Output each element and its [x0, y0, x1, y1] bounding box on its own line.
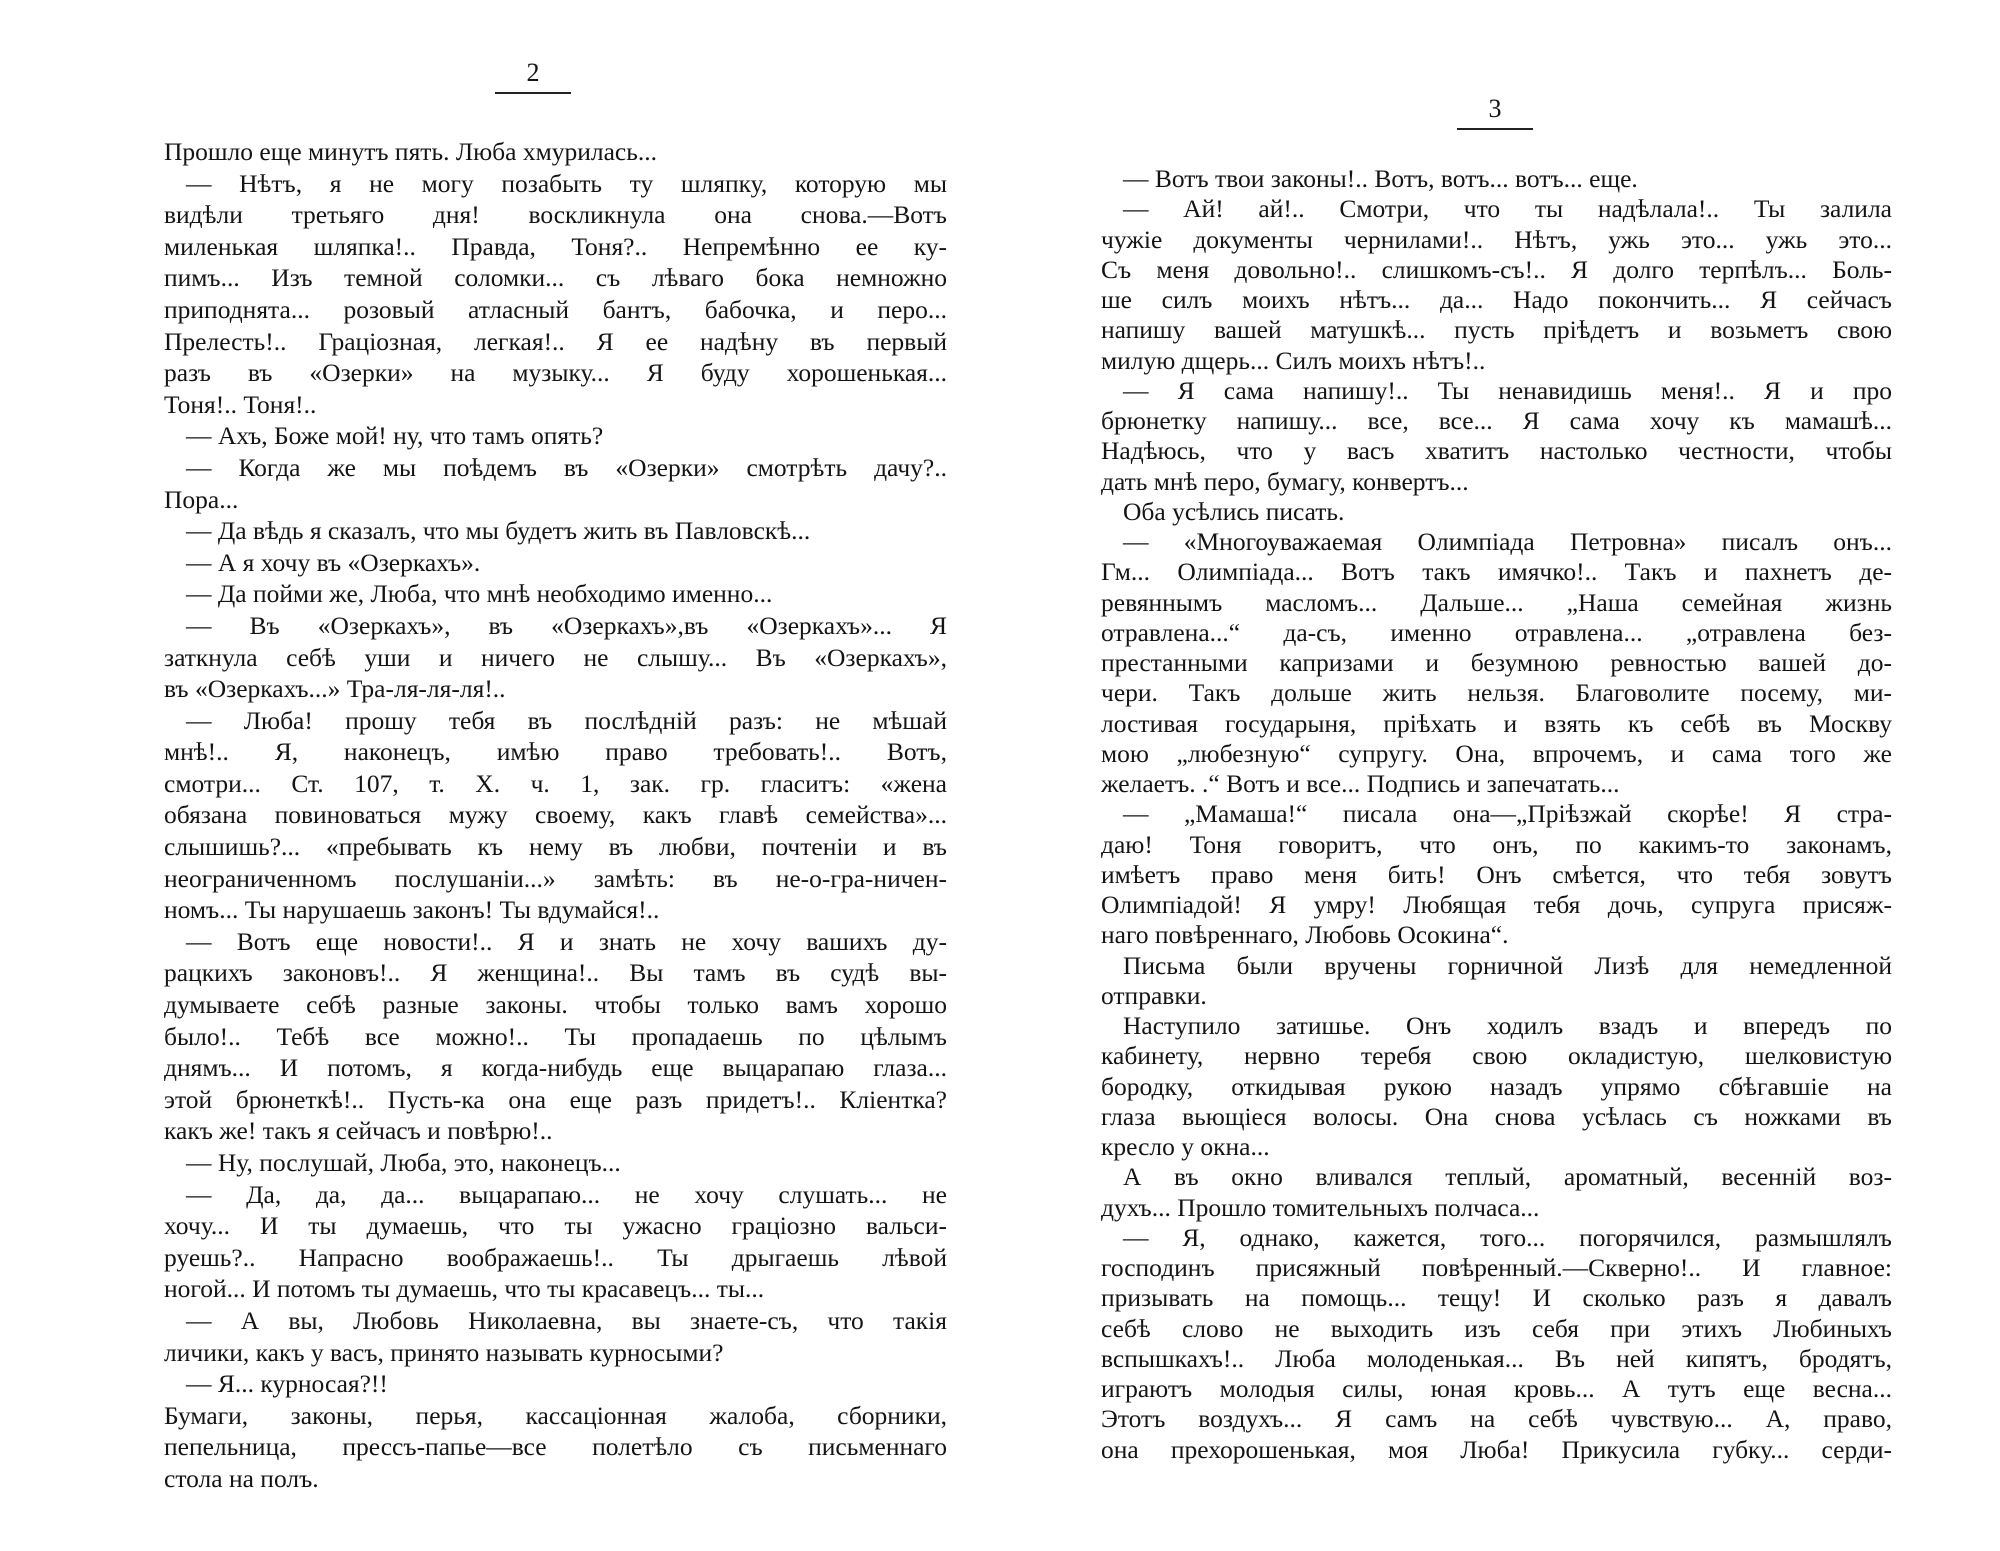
page-number-left [493, 58, 573, 94]
left-page-text [164, 136, 947, 1495]
text-line: Олимпіадой! Я умру! Любящая тебя дочь, супруга присяж- [1101, 890, 1892, 919]
paragraph [164, 547, 947, 579]
text-line: приподнята... розовый атласный бантъ, бабочка, и перо... [164, 294, 947, 324]
paragraph [1101, 951, 1892, 1012]
text-line: пепельница, прессъ-папье—все полетѣло съ письменнаго [164, 1432, 947, 1462]
text-line: — Да пойми же, Люба, что мнѣ необходимо именно... [186, 579, 773, 609]
text-line: ревяннымъ масломъ... Дальше... „Наша семейная жизнь [1101, 587, 1892, 617]
text-line: играютъ молодыя силы, юная кровь... А тутъ еще весна... [1101, 1374, 1892, 1403]
paragraph [164, 452, 947, 515]
text-line: — Ай! ай!.. Смотри, что ты надѣлала!.. Ты залила [1123, 194, 1892, 224]
text-line: кабинету, нервно теребя свою окладистую, шелковистую [1101, 1041, 1892, 1071]
text-line: въ «Озеркахъ...» Тра-ля-ля-ля!.. [164, 674, 506, 704]
text-line: духъ... Прошло томительныхъ полчаса... [1101, 1192, 1540, 1222]
text-line: обязана повиноваться мужу своему, какъ главѣ семейства»... [164, 800, 947, 830]
text-line: бородку, откидывая рукою назадъ упрямо сбѣгавшіе на [1101, 1071, 1892, 1101]
text-line: отправки. [1101, 980, 1207, 1010]
text-line: даю! Тоня говоритъ, что онъ, по какимъ-то законамъ, [1101, 829, 1892, 859]
paragraph [164, 515, 947, 547]
paragraph [164, 1400, 947, 1495]
text-line: имѣетъ право меня бить! Онъ смѣется, что тебя зовутъ [1101, 859, 1892, 889]
paragraph [164, 1179, 947, 1305]
paragraph [1101, 194, 1892, 376]
paragraph [164, 136, 947, 168]
text-line: — Я... курносая?!! [186, 1369, 388, 1399]
text-line: вспышкахъ!.. Люба молоденькая... Въ ней кипятъ, бродятъ, [1101, 1343, 1892, 1373]
text-line: — Нѣтъ, я не могу позабыть ту шляпку, которую мы [186, 168, 947, 198]
text-line: чери. Такъ дольше жить нельзя. Благоволите посему, ми- [1101, 678, 1892, 708]
paragraph [1101, 164, 1892, 194]
text-line: Этотъ воздухъ... Я самъ на себѣ чувствую... А, право, [1101, 1404, 1892, 1434]
text-line: — Я, однако, кажется, того... погорячился, размышлялъ [1123, 1222, 1892, 1252]
text-line: руешь?.. Напрасно воображаешь!.. Ты дрыгаешь лѣвой [164, 1242, 947, 1272]
text-line: видѣли третьяго дня! воскликнула она снова.—Вотъ [164, 200, 947, 230]
text-line: пимъ... Изъ темной соломки... съ лѣваго бока немножно [164, 263, 947, 293]
text-line: рацкихъ законовъ!.. Я женщина!.. Вы тамъ въ судѣ вы- [164, 958, 947, 988]
text-line: мнѣ!.. Я, наконецъ, имѣю право требовать!.. Вотъ, [164, 737, 947, 767]
text-line: днямъ... И потомъ, я когда-нибудь еще выцарапаю глаза... [164, 1053, 947, 1083]
text-line: господинъ присяжный повѣренный.—Скверно!.. И главное: [1101, 1253, 1892, 1282]
paragraph [164, 926, 947, 1147]
text-line: Надѣюсь, что у васъ хватитъ настолько честности, чтобы [1101, 436, 1892, 466]
text-line: призывать на помощь... тещу! И сколько разъ я давалъ [1101, 1283, 1892, 1313]
paragraph [1101, 376, 1892, 497]
text-line: дать мнѣ перо, бумагу, конвертъ... [1101, 466, 1469, 496]
page-number-right [1455, 94, 1535, 130]
text-line: А въ окно вливался теплый, ароматный, весенній воз- [1123, 1162, 1892, 1192]
text-line: личики, какъ у васъ, принято называть курносыми? [164, 1337, 724, 1367]
paragraph [164, 420, 947, 452]
text-line: Прелесть!.. Граціозная, легкая!.. Я ее надѣну въ первый [164, 326, 947, 356]
text-line: брюнетку напишу... все, все... Я сама хочу къ мамашѣ... [1101, 406, 1892, 435]
text-line: Оба усѣлись писать. [1123, 496, 1345, 526]
paragraph [164, 1368, 947, 1400]
text-line: Тоня!.. Тоня!.. [164, 389, 317, 419]
text-line: чужіе документы чернилами!.. Нѣтъ, ужь это... ужь это... [1101, 224, 1892, 254]
text-line: стола на полъ. [164, 1463, 319, 1493]
paragraph [164, 1305, 947, 1368]
text-line: — «Многоуважаемая Олимпіада Петровна» писалъ онъ... [1123, 527, 1892, 556]
text-line: Бумаги, законы, перья, кассаціонная жалоба, сборники, [164, 1400, 947, 1430]
text-line: Гм... Олимпіада... Вотъ такъ имячко!.. Такъ и пахнетъ де- [1101, 557, 1892, 587]
text-line: — „Мамаша!“ писала она—„Пріѣзжай скорѣе! Я стра- [1123, 799, 1892, 829]
text-line: себѣ слово не выходить изъ себя при этихъ Любиныхъ [1101, 1313, 1892, 1343]
page-number-text: 3 [1488, 94, 1502, 123]
text-line: номъ... Ты нарушаешь законъ! Ты вдумайся!.. [164, 895, 660, 925]
paragraph [1101, 799, 1892, 950]
text-line: — А я хочу въ «Озеркахъ». [186, 547, 481, 577]
paragraph [164, 705, 947, 926]
right-page-text [1101, 164, 1892, 1465]
paragraph [1101, 1223, 1892, 1465]
text-line: Наступило затишье. Онъ ходилъ взадъ и впередъ по [1123, 1011, 1892, 1040]
text-line: милую дщерь... Силъ моихъ нѣтъ!.. [1101, 345, 1486, 375]
text-line: хочу... И ты думаешь, что ты ужасно граціозно вальси- [164, 1211, 947, 1241]
text-line: — Да вѣдь я сказалъ, что мы будетъ жить въ Павловскѣ... [186, 516, 811, 546]
text-line: мою „любезную“ супругу. Она, впрочемъ, и сама того же [1101, 738, 1892, 768]
text-line: глаза вьющіеся волосы. Она снова усѣлась съ ножками въ [1101, 1101, 1892, 1131]
text-line: — Вотъ еще новости!.. Я и знать не хочу вашихъ ду- [186, 926, 947, 956]
text-line: Съ меня довольно!.. слишкомъ-съ!.. Я долго терпѣлъ... Боль- [1101, 254, 1892, 284]
text-line: Прошло еще минутъ пять. Люба хмурилась... [164, 137, 657, 166]
text-line: — Да, да, да... выцарапаю... не хочу слушать... не [186, 1179, 947, 1209]
text-line: ше силъ моихъ нѣтъ... да... Надо покончить... Я сейчасъ [1101, 285, 1892, 314]
text-line: миленькая шляпка!.. Правда, Тоня?.. Непремѣнно ее ку- [164, 231, 947, 261]
text-line: неограниченномъ послушаніи...» замѣть: въ не-о-гра-ничен- [164, 863, 947, 893]
text-line: лостивая государыня, пріѣхать и взять къ себѣ въ Москву [1101, 708, 1892, 738]
paragraph [164, 1147, 947, 1179]
page-number-rule [495, 92, 571, 94]
page-number-rule [1457, 128, 1533, 130]
text-line: — Ну, послушай, Люба, это, наконецъ... [186, 1148, 621, 1177]
text-line: Письма были вручены горничной Лизѣ для немедленной [1123, 950, 1892, 980]
text-line: слышишь?... «пребывать къ нему въ любви, почтеніи и въ [164, 832, 947, 862]
paragraph [164, 610, 947, 705]
text-line: думываете себѣ разные законы. чтобы только вамъ хорошо [164, 990, 947, 1020]
text-line: желаетъ. .“ Вотъ и все... Подпись и запечатать... [1101, 769, 1620, 798]
text-line: престанными капризами и безумною ревностью вашей до- [1101, 648, 1892, 677]
paragraph [1101, 1011, 1892, 1162]
page-number-text: 2 [526, 58, 540, 87]
text-line: — Ахъ, Боже мой! ну, что тамъ опять? [186, 421, 604, 451]
text-line: — Люба! прошу тебя въ послѣдній разъ: не мѣшай [186, 705, 947, 735]
text-line: было!.. Тебѣ все можно!.. Ты пропадаешь по цѣлымъ [164, 1021, 947, 1051]
text-line: заткнула себѣ уши и ничего не слышу... Въ «Озеркахъ», [164, 642, 947, 672]
paragraph [1101, 497, 1892, 527]
text-line: отравлена...“ да-съ, именно отравлена... „отравлена без- [1101, 617, 1892, 647]
text-line: она прехорошенькая, моя Люба! Прикусила губку... серди- [1101, 1434, 1892, 1464]
text-line: разъ въ «Озерки» на музыку... Я буду хорошенькая... [164, 358, 947, 388]
paragraph [164, 578, 947, 610]
text-line: — Когда же мы поѣдемъ въ «Озерки» смотрѣть дачу?.. [186, 452, 947, 482]
text-line: — Въ «Озеркахъ», въ «Озеркахъ»,въ «Озеркахъ»... Я [186, 610, 947, 640]
paragraph [1101, 1162, 1892, 1223]
text-line: — А вы, Любовь Николаевна, вы знаете-съ, что такія [186, 1305, 947, 1335]
text-line: наго повѣреннаго, Любовь Осокина“. [1101, 920, 1509, 950]
text-line: — Я сама напишу!.. Ты ненавидишь меня!.. Я и про [1123, 375, 1892, 405]
paragraph [164, 168, 947, 421]
text-line: этой брюнеткѣ!.. Пусть-ка она еще разъ придетъ!.. Кліентка? [164, 1084, 947, 1114]
text-line: — Вотъ твои законы!.. Вотъ, вотъ... вотъ... еще. [1123, 164, 1638, 193]
text-line: Пора... [164, 484, 239, 514]
paragraph [1101, 527, 1892, 799]
text-line: напишу вашей матушкѣ... пусть пріѣдетъ и возьметъ свою [1101, 315, 1892, 345]
text-line: смотри... Ст. 107, т. X. ч. 1, зак. гр. гласитъ: «жена [164, 768, 947, 798]
text-line: какъ же! такъ я сейчасъ и повѣрю!.. [164, 1116, 553, 1146]
text-line: ногой... И потомъ ты думаешь, что ты красавецъ... ты... [164, 1274, 765, 1304]
text-line: кресло у окна... [1101, 1132, 1270, 1161]
